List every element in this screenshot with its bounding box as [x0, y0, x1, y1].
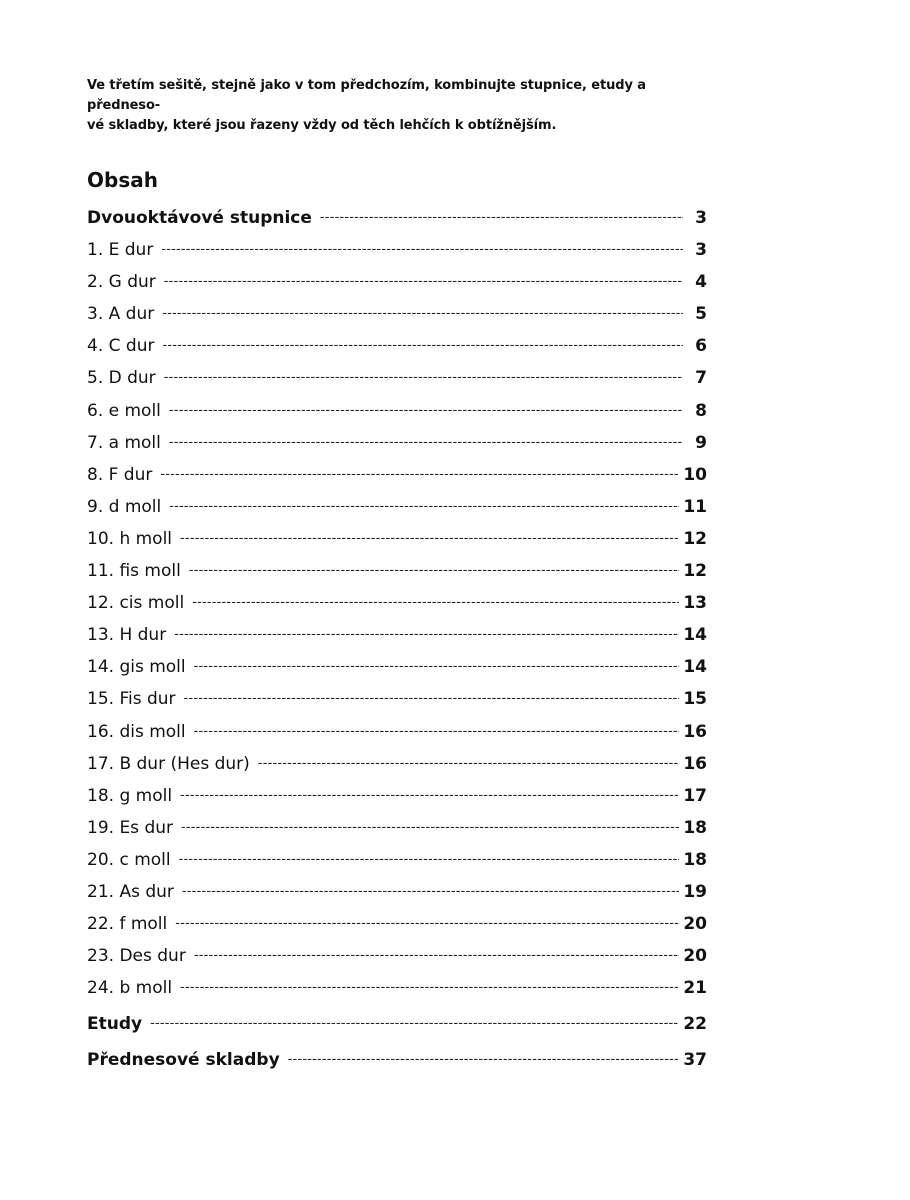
toc-entry-label: Přednesové skladby [87, 1050, 280, 1071]
toc-entry-label: 24. b moll [87, 978, 173, 999]
toc-entry-label: 15. Fis dur [87, 689, 176, 710]
toc-dot-leader [162, 299, 683, 329]
toc-dot-leader [161, 235, 683, 265]
toc-entry-page-number: 19 [683, 881, 707, 902]
toc-dot-leader [164, 267, 683, 297]
toc-dot-leader [179, 845, 680, 875]
toc-entry-label: 21. As dur [87, 881, 174, 902]
toc-entry-page-number: 17 [683, 785, 707, 806]
toc-entry-label: 9. d moll [87, 496, 162, 517]
toc-entry[interactable] [87, 588, 707, 620]
toc-entry-page-number: 8 [695, 400, 707, 421]
toc-entry-label: 7. a moll [87, 432, 161, 453]
toc-dot-leader [175, 909, 679, 939]
toc-entry-page-number: 12 [683, 561, 707, 582]
toc-entry-label: 13. H dur [87, 625, 167, 646]
toc-entry[interactable] [87, 1009, 707, 1041]
toc-entry[interactable] [87, 877, 707, 909]
toc-entry-page-number: 20 [683, 946, 707, 967]
toc-entry-label: 3. A dur [87, 304, 155, 325]
toc-title: Obsah [87, 168, 158, 192]
toc-entry-page-number: 4 [695, 272, 707, 293]
toc-entry-label: 2. G dur [87, 272, 156, 293]
toc-dot-leader [181, 813, 679, 843]
toc-entry[interactable] [87, 267, 707, 299]
toc-entry-page-number: 22 [683, 1014, 707, 1035]
toc-entry-label: 19. Es dur [87, 817, 173, 838]
toc-entry-page-number: 37 [683, 1050, 707, 1071]
toc-entry-page-number: 3 [695, 208, 707, 228]
toc-dot-leader [288, 1045, 680, 1075]
toc-entry-label: 22. f moll [87, 914, 168, 935]
toc-entry[interactable] [87, 941, 707, 973]
toc-entry-page-number: 15 [683, 689, 707, 710]
toc-dot-leader [180, 973, 679, 1003]
toc-entry-page-number: 12 [683, 528, 707, 549]
toc-entry-label: 6. e moll [87, 400, 161, 421]
toc-entry-page-number: 11 [683, 496, 707, 517]
toc-entry-page-number: 18 [683, 849, 707, 870]
toc-entry-page-number: 9 [695, 432, 707, 453]
toc-dot-leader [169, 396, 683, 426]
toc-dot-leader [194, 941, 680, 971]
toc-entry-label: 4. C dur [87, 336, 155, 357]
toc-entry[interactable] [87, 299, 707, 331]
toc-entry-page-number: 6 [695, 336, 707, 357]
toc-dot-leader [180, 781, 679, 811]
toc-entry[interactable] [87, 909, 707, 941]
toc-entry-label: 10. h moll [87, 528, 173, 549]
toc-dot-leader [160, 460, 679, 490]
toc-dot-leader [192, 588, 679, 618]
toc-entry-label: 1. E dur [87, 240, 154, 261]
toc-entry-label: Dvouoktávové stupnice [87, 208, 312, 228]
toc-dot-leader [194, 717, 680, 747]
toc-entry[interactable] [87, 331, 707, 363]
toc-dot-leader [164, 363, 683, 393]
intro-paragraph [87, 76, 707, 136]
toc-entry-label: 16. dis moll [87, 721, 186, 742]
toc-entry-label: 11. fis moll [87, 561, 181, 582]
toc-dot-leader [162, 331, 683, 361]
toc-dot-leader [169, 492, 679, 522]
toc-dot-leader [258, 749, 680, 779]
toc-entry-label: 12. cis moll [87, 593, 185, 614]
toc-dot-leader [180, 524, 679, 554]
toc-entry[interactable] [87, 396, 707, 428]
toc-entry-page-number: 10 [683, 464, 707, 485]
toc-entry[interactable] [87, 556, 707, 588]
toc-dot-leader [184, 684, 680, 714]
toc-entry-page-number: 7 [695, 368, 707, 389]
toc-entry[interactable] [87, 717, 707, 749]
toc-entry-page-number: 18 [683, 817, 707, 838]
toc-dot-leader [194, 652, 680, 682]
toc-dot-leader [182, 877, 679, 907]
toc-entry-page-number: 5 [695, 304, 707, 325]
toc-entry-label: 14. gis moll [87, 657, 186, 678]
toc-entry[interactable] [87, 235, 707, 267]
table-of-contents [87, 203, 707, 1078]
toc-entry[interactable] [87, 460, 707, 492]
toc-entry-label: 23. Des dur [87, 946, 186, 967]
toc-entry-page-number: 13 [683, 593, 707, 614]
toc-entry[interactable] [87, 845, 707, 877]
toc-entry[interactable] [87, 203, 707, 235]
toc-entry[interactable] [87, 749, 707, 781]
toc-entry[interactable] [87, 781, 707, 813]
toc-entry-label: 20. c moll [87, 849, 171, 870]
toc-dot-leader [169, 428, 683, 458]
intro-line: vé skladby, které jsou řazeny vždy od těch lehčích k obtížnějším. [87, 118, 557, 133]
toc-entry[interactable] [87, 813, 707, 845]
toc-dot-leader [150, 1009, 679, 1039]
toc-entry-label: 17. B dur (Hes dur) [87, 753, 250, 774]
toc-entry-page-number: 3 [695, 240, 707, 261]
toc-entry[interactable] [87, 652, 707, 684]
toc-dot-leader [174, 620, 679, 650]
toc-entry-page-number: 16 [683, 753, 707, 774]
intro-line: Ve třetím sešitě, stejně jako v tom předchozím, kombinujte stupnice, etudy a předneso- [87, 78, 646, 113]
toc-entry-label: 8. F dur [87, 464, 153, 485]
toc-entry-page-number: 14 [683, 657, 707, 678]
toc-dot-leader [320, 203, 683, 233]
toc-entry-label: 18. g moll [87, 785, 173, 806]
toc-entry[interactable] [87, 428, 707, 460]
toc-dot-leader [189, 556, 680, 586]
toc-entry-page-number: 14 [683, 625, 707, 646]
toc-entry[interactable] [87, 620, 707, 652]
toc-entry[interactable] [87, 1045, 707, 1077]
toc-entry-label: 5. D dur [87, 368, 156, 389]
toc-entry[interactable] [87, 973, 707, 1005]
toc-entry[interactable] [87, 492, 707, 524]
toc-entry-label: Etudy [87, 1014, 143, 1035]
toc-entry-page-number: 16 [683, 721, 707, 742]
toc-entry-page-number: 20 [683, 914, 707, 935]
toc-entry-page-number: 21 [683, 978, 707, 999]
toc-entry[interactable] [87, 684, 707, 716]
toc-entry[interactable] [87, 524, 707, 556]
toc-entry[interactable] [87, 363, 707, 395]
